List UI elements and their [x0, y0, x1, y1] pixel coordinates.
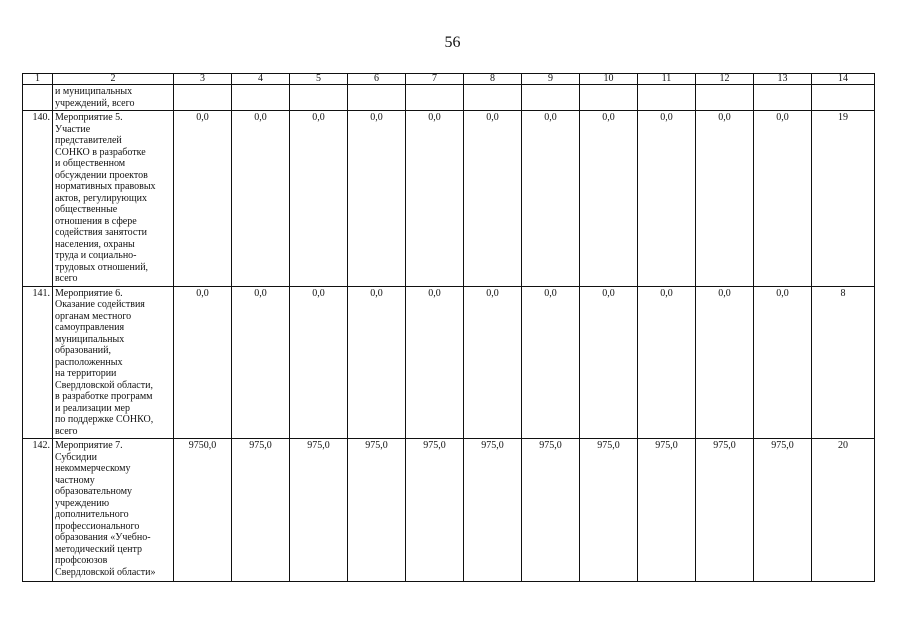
- column-header: 13: [754, 74, 812, 85]
- value-cell: 0,0: [406, 111, 464, 287]
- value-cell: 9750,0: [174, 439, 232, 582]
- column-header: 3: [174, 74, 232, 85]
- value-cell: 975,0: [580, 439, 638, 582]
- row-number: 142.: [23, 439, 53, 582]
- column-header: 6: [348, 74, 406, 85]
- column-14-cell: 8: [812, 286, 875, 439]
- value-cell: 0,0: [348, 286, 406, 439]
- value-cell: 0,0: [754, 111, 812, 287]
- column-header: 2: [53, 74, 174, 85]
- value-cell: 0,0: [464, 286, 522, 439]
- value-cell: 0,0: [522, 286, 580, 439]
- column-header: 12: [696, 74, 754, 85]
- row-description: Мероприятие 5. Участие представителей СОНКО в разработке и общественном обсуждении проектов нормативных правовых актов, регулирующих общественные отношения в сфере содействия занятости населения, охраны труда и социально- трудовых отношений, всего: [53, 111, 174, 287]
- value-cell: 0,0: [754, 286, 812, 439]
- row-description: Мероприятие 6. Оказание содействия органам местного самоуправления муниципальных образований, расположенных на территории Свердловской области, в разработке программ и реализации мер по поддержке СОНКО, всего: [53, 286, 174, 439]
- value-cell: 0,0: [174, 286, 232, 439]
- value-cell: 0,0: [580, 111, 638, 287]
- column-header: 4: [232, 74, 290, 85]
- value-cell: 975,0: [522, 439, 580, 582]
- row-number: 141.: [23, 286, 53, 439]
- row-number: 140.: [23, 111, 53, 287]
- column-14-cell: 19: [812, 111, 875, 287]
- value-cell: 0,0: [290, 111, 348, 287]
- column-header: 5: [290, 74, 348, 85]
- value-cell: [174, 85, 232, 111]
- value-cell: [638, 85, 696, 111]
- value-cell: [696, 85, 754, 111]
- value-cell: 975,0: [348, 439, 406, 582]
- value-cell: [522, 85, 580, 111]
- row-number: [23, 85, 53, 111]
- value-cell: [348, 85, 406, 111]
- column-header: 10: [580, 74, 638, 85]
- value-cell: [290, 85, 348, 111]
- value-cell: [754, 85, 812, 111]
- value-cell: 0,0: [232, 111, 290, 287]
- page-number: 56: [444, 34, 461, 51]
- column-header: 7: [406, 74, 464, 85]
- column-header: 8: [464, 74, 522, 85]
- value-cell: 0,0: [348, 111, 406, 287]
- table-row: [23, 286, 875, 439]
- value-cell: [406, 85, 464, 111]
- value-cell: 0,0: [464, 111, 522, 287]
- column-header: 14: [812, 74, 875, 85]
- budget-table: [22, 73, 875, 582]
- value-cell: [580, 85, 638, 111]
- column-header: 1: [23, 74, 53, 85]
- table-row: [23, 111, 875, 287]
- value-cell: 0,0: [174, 111, 232, 287]
- row-description: и муниципальных учреждений, всего: [53, 85, 174, 111]
- value-cell: 975,0: [232, 439, 290, 582]
- value-cell: 975,0: [464, 439, 522, 582]
- value-cell: 0,0: [232, 286, 290, 439]
- value-cell: 975,0: [754, 439, 812, 582]
- column-header: 11: [638, 74, 696, 85]
- value-cell: 0,0: [696, 286, 754, 439]
- value-cell: 975,0: [406, 439, 464, 582]
- table-header-row: [23, 74, 875, 85]
- table-row: [23, 85, 875, 111]
- value-cell: 0,0: [522, 111, 580, 287]
- column-14-cell: 20: [812, 439, 875, 582]
- table-row: [23, 439, 875, 582]
- value-cell: 975,0: [290, 439, 348, 582]
- value-cell: [464, 85, 522, 111]
- column-header: 9: [522, 74, 580, 85]
- value-cell: 0,0: [696, 111, 754, 287]
- value-cell: [232, 85, 290, 111]
- row-description: Мероприятие 7. Субсидии некоммерческому частному образовательному учреждению дополнительного профессионального образования «Учебно- методический центр профсоюзов Свердловской области»: [53, 439, 174, 582]
- value-cell: 0,0: [580, 286, 638, 439]
- value-cell: 975,0: [638, 439, 696, 582]
- column-14-cell: [812, 85, 875, 111]
- value-cell: 975,0: [696, 439, 754, 582]
- value-cell: 0,0: [638, 286, 696, 439]
- value-cell: 0,0: [638, 111, 696, 287]
- value-cell: 0,0: [290, 286, 348, 439]
- value-cell: 0,0: [406, 286, 464, 439]
